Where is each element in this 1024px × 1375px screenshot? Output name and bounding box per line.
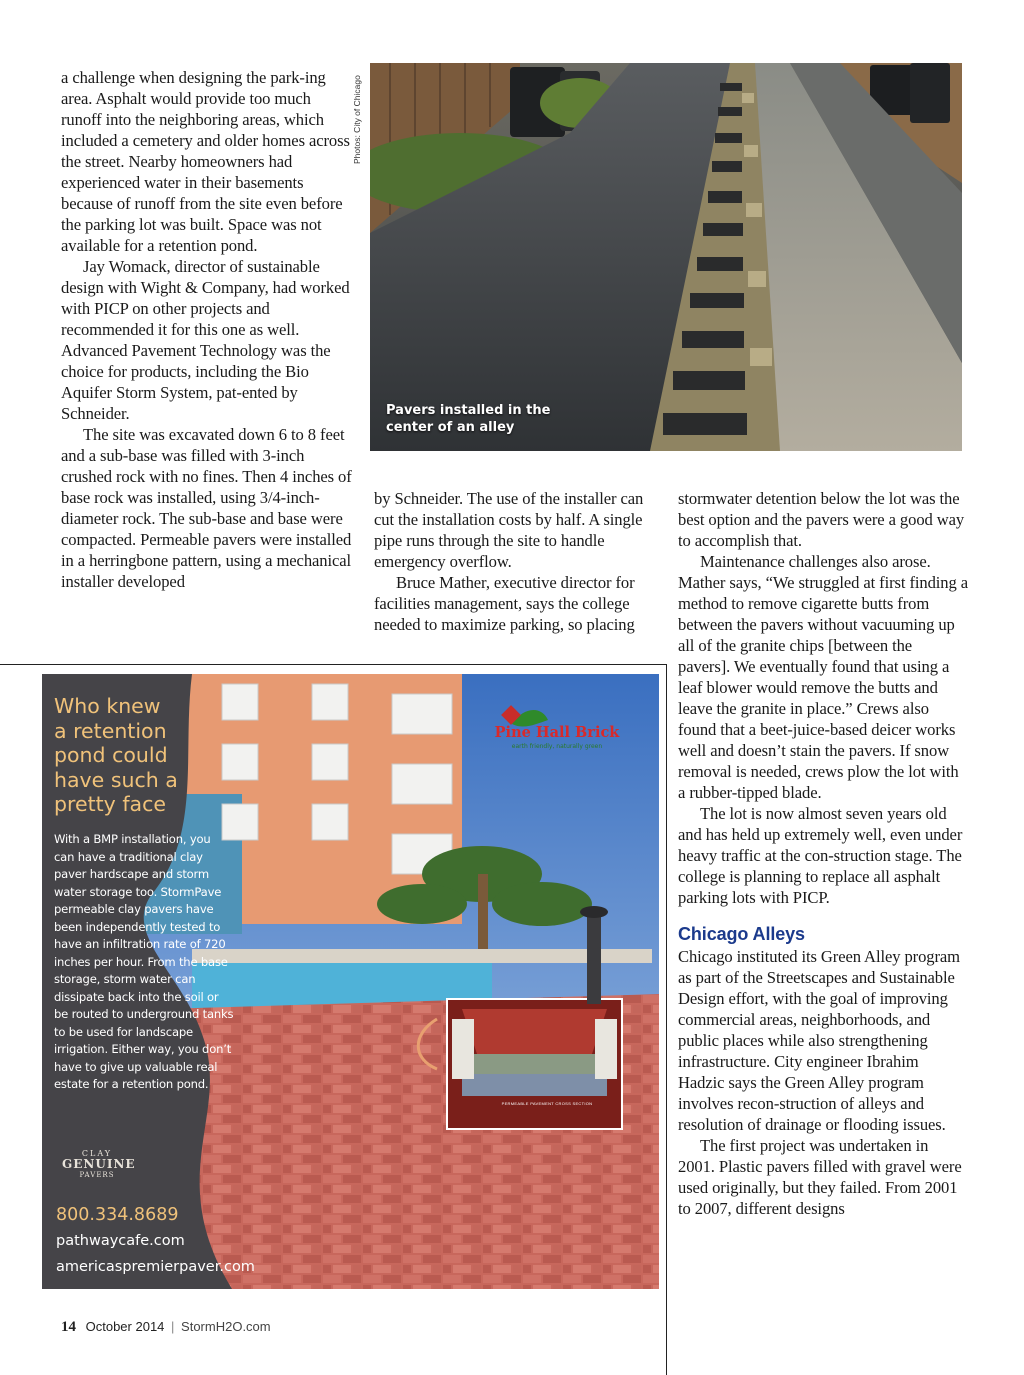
- article-paragraph: stormwater detention below the lot was the best option and the pavers were a good way to accomplish that.: [678, 489, 965, 550]
- ad-url-link[interactable]: pathwaycafe.com: [56, 1233, 185, 1249]
- brand-name: Pine Hall Brick: [494, 724, 620, 741]
- ad-headline: Who knew a retention pond could have such a pretty face: [54, 694, 178, 816]
- alley-photo: [370, 63, 962, 451]
- brand-logo: [462, 698, 652, 750]
- article-paragraph: The first project was undertaken in 2001. Plastic pavers filled with gravel were used originally, but they failed. From 2001 to 2007, different designs: [678, 1136, 962, 1218]
- footer-separator: |: [171, 1319, 175, 1334]
- page-number: 14: [61, 1319, 76, 1335]
- page-footer: [61, 1319, 461, 1336]
- article-paragraph: a challenge when designing the park-ing area. Asphalt would provide too much runoff into the neighboring areas, which included a cemetery and older homes across the street. Nearby homeowners had experienced water in their basements because of runoff from the site even before the parking lot was built. Space was not available for a retention pond.: [61, 68, 350, 255]
- article-paragraph: Jay Womack, director of sustainable design with Wight & Company, had worked with PICP on other projects and recommended it for this one as well. Advanced Pavement Technology was the choice for products, including the Bio Aquifer Storm System, pat-ented by Schneider.: [61, 257, 350, 423]
- ad-body-copy: With a BMP installation, you can have a traditional clay paver hardscape and storm water storage too. StormPave permeable clay pavers have been independently tested to have an infiltration rate of 720 inches per hour. From the base storage, storm water can dissipate back into the soil or be routed to underground tanks to be used for landscape irrigation. Either way, you don’t have to give up valuable real estate for a retention pond.: [54, 832, 234, 1091]
- advertisement: [42, 674, 659, 1289]
- cross-section-label: PERMEABLE PAVEMENT CROSS SECTION: [501, 1101, 593, 1106]
- clay-genuine-pavers-seal: [62, 1149, 136, 1189]
- article-paragraph: Chicago instituted its Green Alley program as part of the Streetscapes and Sustainable Design effort, with the goal of improving commercial areas, neighborhoods, and public places while also strengthening infrastructure. City engineer Ibrahim Hadzic says the Green Alley program involves recon-struction of alleys and resolution of drainage or flooding issues.: [678, 947, 960, 1134]
- seal-top-text: CLAY: [81, 1149, 113, 1158]
- ad-divider-vertical: [666, 664, 667, 1375]
- article-paragraph: by Schneider. The use of the installer can cut the installation costs by half. A single pipe runs through the site to handle emergency overflow.: [374, 489, 644, 571]
- section-heading: Chicago Alleys: [678, 924, 805, 944]
- site-name: StormH2O.com: [181, 1319, 271, 1334]
- article-paragraph: Maintenance challenges also arose. Mather says, “We struggled at first finding a method to remove cigarette butts from between the pavers without vacuuming up all of the granite chips [between the pavers]. We eventually found that using a leaf blower would remove the butts and leave the granite in place.” Crews also found that a beet-juice-based deicer works well and doesn’t stain the pavers. If snow removal is needed, crews plow the lot with a rubber-tipped blade.: [678, 552, 969, 802]
- ad-url-link[interactable]: americaspremierpaver.com: [56, 1259, 255, 1275]
- article-paragraph: Bruce Mather, executive director for facilities management, says the college needed to maximize parking, so placing: [374, 573, 635, 634]
- ad-phone-number: 800.334.8689: [56, 1205, 179, 1225]
- article-column-middle: [374, 488, 666, 635]
- photo-credit: Photos: City of Chicago: [352, 75, 362, 164]
- seal-main-text: GENUINE: [62, 1157, 136, 1171]
- brand-tagline: earth friendly, naturally green: [511, 743, 603, 750]
- photo-caption: Pavers installed in the center of an alley: [386, 403, 551, 435]
- article-paragraph: The site was excavated down 6 to 8 feet and a sub-base was filled with 3-inch crushed rock with no fines. Then 4 inches of base rock was installed, using 3/4-inch-diameter rock. The sub-base and base were compacted. Permeable pavers were installed in a herringbone pattern, using a mechanical installer developed: [61, 425, 352, 591]
- issue-date: October 2014: [85, 1319, 165, 1334]
- article-column-right: [678, 488, 968, 1219]
- ad-contact-block: [56, 1202, 316, 1280]
- article-paragraph: The lot is now almost seven years old and has held up extremely well, even under heavy traffic at the con-struction stage. The college is planning to replace all asphalt parking lots with PICP.: [678, 804, 963, 907]
- seal-bottom-text: PAVERS: [79, 1171, 115, 1179]
- article-column-left: [61, 67, 353, 592]
- ad-divider-horizontal: [0, 664, 666, 665]
